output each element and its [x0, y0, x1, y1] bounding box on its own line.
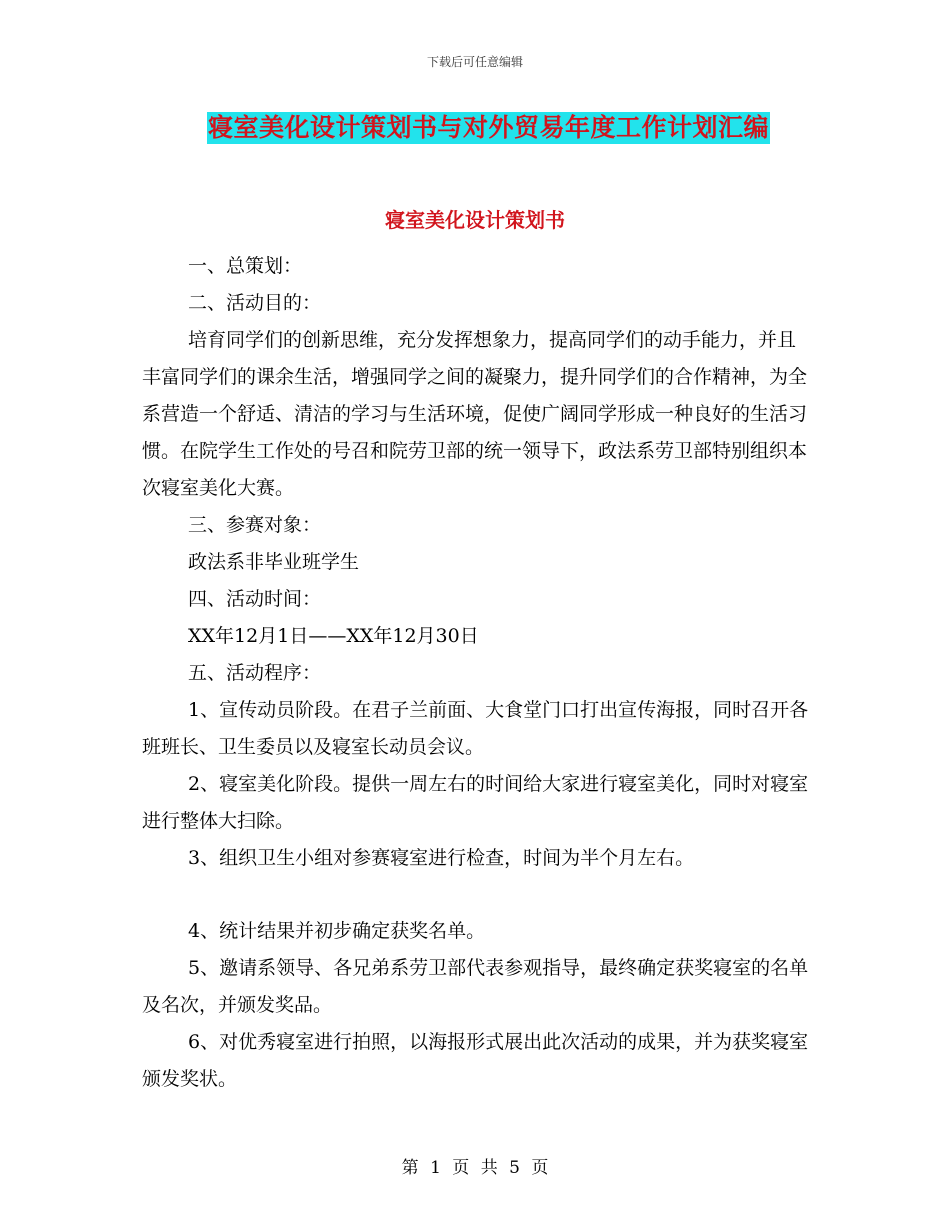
paragraph-activity-time: XX年12月1日——XX年12月30日 — [188, 625, 479, 647]
heading-activity-purpose: 二、活动目的： — [188, 292, 322, 314]
procedure-step-3: 3、组织卫生小组对参赛寝室进行检查，时间为半个月左右。 — [188, 847, 695, 869]
section-title: 寝室美化设计策划书 — [385, 208, 565, 232]
footer-total-pages: 5 — [509, 1158, 520, 1178]
heading-general-plan: 一、总策划： — [188, 255, 303, 277]
procedure-step-4: 4、统计结果并初步确定获奖名单。 — [188, 920, 486, 942]
procedure-step-5: 5、邀请系领导、各兄弟系劳卫部代表参观指导，最终确定获奖寝室的名单及名次，并颁发奖品。 — [142, 957, 809, 1016]
document-main-title: 寝室美化设计策划书与对外贸易年度工作计划汇编 — [208, 113, 770, 142]
footer-page-number: 1 — [430, 1158, 441, 1178]
footer-prefix: 第 — [401, 1158, 419, 1178]
heading-activity-procedure: 五、活动程序： — [188, 662, 322, 684]
header-note: 下载后可任意编辑 — [426, 55, 523, 69]
procedure-step-6: 6、对优秀寝室进行拍照，以海报形式展出此次活动的成果，并为获奖寝室颁发奖状。 — [142, 1031, 809, 1090]
footer-total-prefix: 共 — [480, 1158, 498, 1178]
page-footer — [0, 1153, 950, 1178]
paragraph-purpose: 培育同学们的创新思维，充分发挥想象力，提高同学们的动手能力，并且丰富同学们的课余生活，增强同学之间的凝聚力，提升同学们的合作精神，为全系营造一个舒适、清洁的学习与生活环境，促使广阔同学形成一种良好的生活习惯。在院学生工作处的号召和院劳卫部的统一领导下，政法系劳卫部特别组织本次寝室美化大赛。 — [142, 329, 808, 499]
footer-page-unit: 页 — [452, 1158, 470, 1178]
heading-activity-time: 四、活动时间： — [188, 588, 322, 610]
procedure-step-1: 1、宣传动员阶段。在君子兰前面、大食堂门口打出宣传海报，同时召开各班班长、卫生委员以及寝室长动员会议。 — [142, 699, 809, 758]
footer-total-unit: 页 — [531, 1158, 549, 1178]
heading-participants: 三、参赛对象： — [188, 514, 322, 536]
paragraph-participants: 政法系非毕业班学生 — [188, 551, 360, 573]
paragraph-gap — [142, 877, 812, 913]
procedure-step-2: 2、寝室美化阶段。提供一周左右的时间给大家进行寝室美化，同时对寝室进行整体大扫除。 — [142, 773, 809, 832]
document-body — [142, 248, 812, 1098]
